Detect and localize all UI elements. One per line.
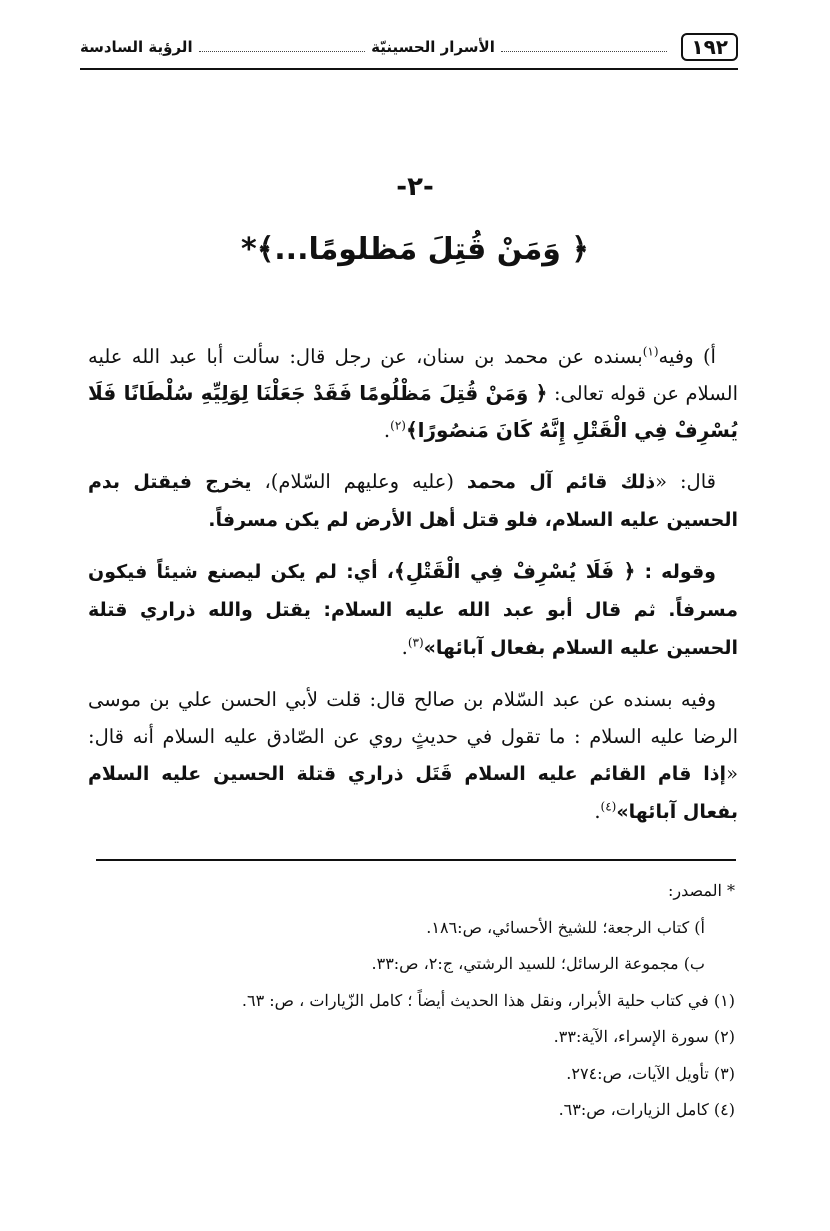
book-title: الأسرار الحسينيّة [371,38,495,56]
quran-verse: ﴿ وَمَنْ قُتِلَ مَظْلُومًا فَقَدْ جَعَلْنَا لِوَلِيِّهِ سُلْطَانًا فَلَا يُسْرِفْ فِي الْقَتْلِ إِنَّهُ كَانَ مَنصُورًا﴾ [88,381,738,442]
quran-verse: ﴿ فَلَا يُسْرِفْ فِي الْقَتْلِ﴾ [393,559,636,583]
text: قال: « [655,470,716,493]
text: . [383,419,391,442]
bold-text: ، أي: لم يكن ليصنع شيئاً فيكون مسرفاً. ثم قال أبو عبد الله عليه السلام: يقتل والله ذراري قتلة الحسين عليه السلام بفعال آبائها» [88,561,738,659]
page-header [80,30,738,64]
footnote-ref: (٣) [407,635,424,650]
header-dots [199,51,366,52]
header-rule [80,68,738,70]
section-number: -٢- [396,172,434,202]
paragraph-2 [88,463,738,539]
section-title: ﴿ وَمَنْ قُتِلَ مَظلومًا...﴾* [241,232,589,267]
footnote-4: (٤) كامل الزيارات، ص:٦٣. [558,1100,735,1119]
text: . [594,800,601,823]
footnote-rule [96,859,736,861]
text: أ) وفيه [658,345,716,368]
paragraph-4 [88,681,738,831]
footnote-ref: (٤) [600,799,617,814]
bold-text: يخرج فيقتل بدم الحسين عليه السلام، فلو قتل أهل الأرض لم يكن مسرفاً. [88,471,738,531]
footnote-ref: (٢) [390,418,406,433]
text: . [401,636,408,659]
footnote-1: (١) في كتاب حلية الأبرار، ونقل هذا الحديث أيضاً ؛ كامل الزّيارات ، ص: ٦٣. [241,990,735,1010]
text: بسنده عن محمد بن سنان، عن رجل قال: سألت أبا عبد الله عليه السلام عن قوله تعالى: [88,345,738,405]
footnote-3: (٣) تأويل الآيات، ص:٢٧٤. [566,1063,735,1083]
body-text [88,338,738,845]
paragraph-1 [88,338,738,449]
bold-text: ذلك قائم آل محمد [466,471,656,493]
chapter-title: الرؤية السادسة [79,38,193,56]
footnote-2: (٢) سورة الإسراء، الآية:٣٣. [553,1027,735,1046]
page-number: ١٩٢ [681,33,738,61]
footnote-ref: (١) [642,344,659,359]
source-a: أ) كتاب الرجعة؛ للشيخ الأحسائي، ص:١٨٦. [426,917,705,937]
text: (عليه وعليهم السّلام)، [251,470,467,493]
header-dots [501,51,668,52]
text: وفيه بسنده عن عبد السّلام بن صالح قال: قلت لأبي الحسن علي بن موسى الرضا عليه السلام : ما تقول في حديثٍ روي عن الصّادق عليه السلام أنه قال: « [88,688,738,785]
source-label: * المصدر: [667,881,735,900]
bold-text: إذا قام القائم عليه السلام قَتَل ذراري قتلة الحسين عليه السلام بفعال آبائها» [88,763,738,823]
bold-text: وقوله : [635,561,716,583]
source-b: ب) مجموعة الرسائل؛ للسيد الرشتي، ج:٢، ص:٣٣. [371,954,705,973]
paragraph-3 [88,553,738,667]
footnotes [88,873,735,1129]
